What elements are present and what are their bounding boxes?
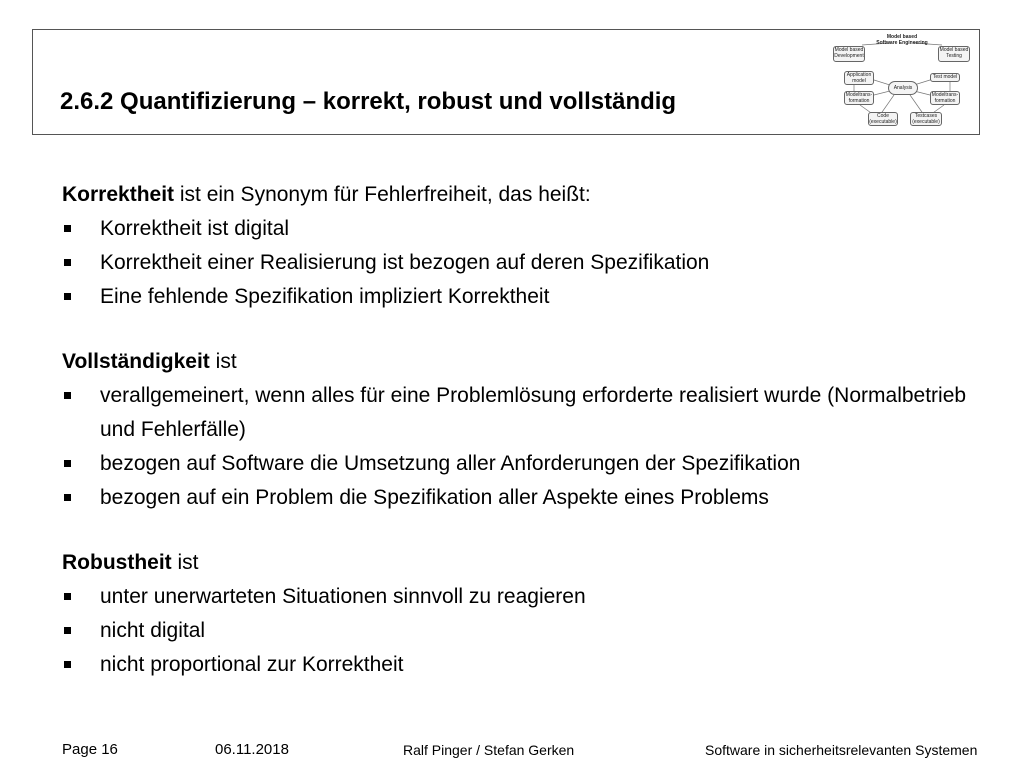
section-heading-bold: Vollständigkeit [62,350,210,373]
list-item-text: Korrektheit ist digital [100,217,290,240]
list-item [62,447,992,481]
section-heading-bold: Korrektheit [62,183,175,206]
section-heading-korrektheit [62,178,992,212]
slide-title: 2.6.2 Quantifizierung – korrekt, robust und vollständig [60,88,677,115]
square-bullet-icon [64,225,71,232]
list-item-text: verallgemeinert, wenn alles für eine Problemlösung erforderte realisiert wurde (Normalbetrieb und Fehlerfälle) [100,384,967,441]
list-item-text: nicht proportional zur Korrektheit [100,653,404,676]
section-heading-robustheit [62,546,992,580]
diagram-test-model: Test model [930,73,960,82]
section-heading-bold: Robustheit [62,551,172,574]
footer-course: Software in sicherheitsrelevanten Systemen [705,742,978,758]
list-item [62,246,992,280]
diagram-heading-line2: Software Engineering [876,40,928,46]
footer-page-number: Page 16 [62,741,118,758]
diagram-heading [872,34,932,46]
list-item [62,379,992,447]
square-bullet-icon [64,593,71,600]
diagram-application-model: Application model [844,71,874,85]
list-item [62,614,992,648]
diagram-transform-right: Modeltrans-formation [931,92,959,104]
square-bullet-icon [64,460,71,467]
list-item-text: bezogen auf Software die Umsetzung aller Anforderungen der Spezifikation [100,452,801,475]
list-item-text: unter unerwarteten Situationen sinnvoll zu reagieren [100,585,586,608]
list-item [62,481,992,515]
diagram-mbt: Model based Testing [938,46,970,62]
slide-body [62,178,992,682]
diagram-code: Code (executable) [869,113,897,125]
list-item-text: Eine fehlende Spezifikation impliziert Korrektheit [100,285,550,308]
diagram-testcases: Testcases (executable) [910,112,942,126]
list-item-text: bezogen auf ein Problem die Spezifikation aller Aspekte eines Problems [100,486,769,509]
section-heading-rest: ist [171,551,199,574]
square-bullet-icon [64,627,71,634]
section-heading-rest: ist [209,350,237,373]
model-based-se-diagram [830,33,974,131]
list-item-text: Korrektheit einer Realisierung ist bezogen auf deren Spezifikation [100,251,710,274]
square-bullet-icon [64,259,71,266]
section-heading-rest: ist ein Synonym für Fehlerfreiheit, das heißt: [174,183,591,206]
square-bullet-icon [64,293,71,300]
list-item-text: nicht digital [100,619,206,642]
square-bullet-icon [64,392,71,399]
section-heading-vollstaendigkeit [62,345,992,379]
square-bullet-icon [64,661,71,668]
list-item [62,212,992,246]
diagram-transform-left: Modeltrans-formation [845,92,873,104]
list-item [62,580,992,614]
diagram-heading-line1: Model based [886,34,918,40]
list-item [62,280,992,314]
diagram-mbd: Model based Development [833,46,865,62]
footer-date: 06.11.2018 [215,741,289,758]
footer-authors: Ralf Pinger / Stefan Gerken [403,742,575,758]
diagram-analysis: Analysis [888,81,918,95]
square-bullet-icon [64,494,71,501]
list-item [62,648,992,682]
